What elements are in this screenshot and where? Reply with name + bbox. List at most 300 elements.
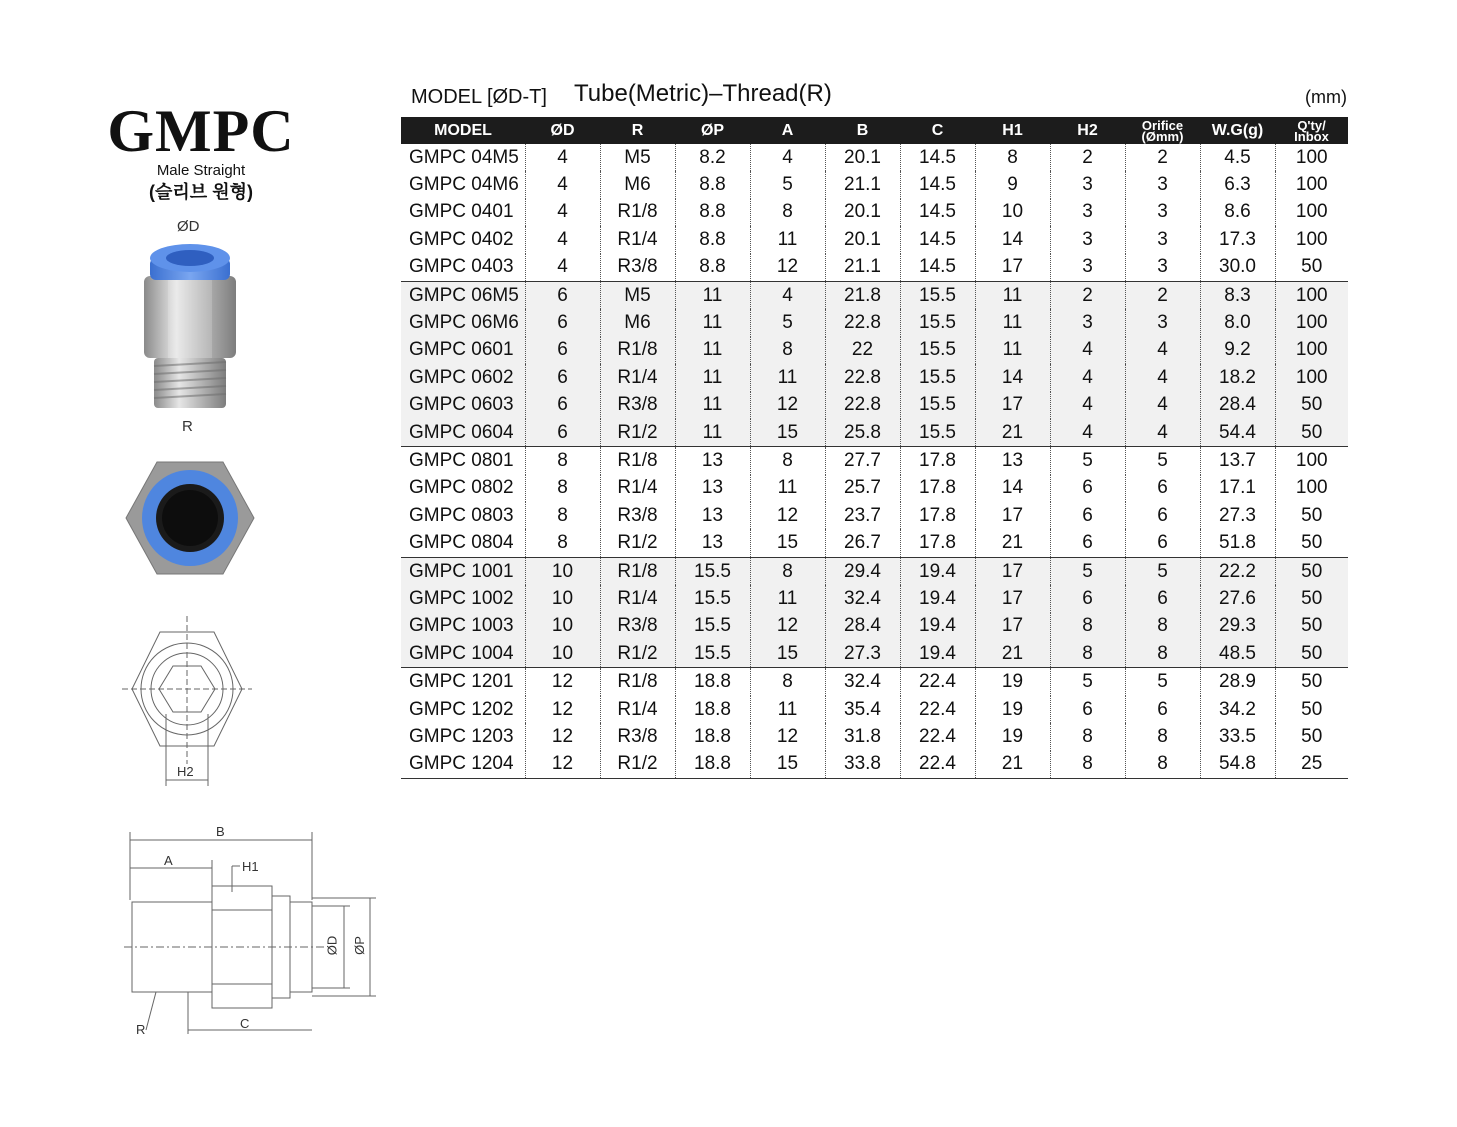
value-cell: 27.3 — [1200, 502, 1275, 529]
caption-model: MODEL [ØD-T] — [411, 86, 547, 108]
value-cell: 20.1 — [825, 226, 900, 253]
value-cell: 5 — [750, 171, 825, 198]
drawing-side-view — [124, 820, 386, 1040]
value-cell: 51.8 — [1200, 529, 1275, 557]
value-cell: 12 — [750, 254, 825, 282]
value-cell: 26.7 — [825, 529, 900, 557]
value-cell: 29.4 — [825, 557, 900, 585]
table-row — [401, 419, 1348, 447]
value-cell: 100 — [1275, 226, 1348, 253]
value-cell: 6 — [525, 337, 600, 364]
value-cell: 2 — [1050, 281, 1125, 309]
value-cell: 100 — [1275, 281, 1348, 309]
value-cell: 15.5 — [900, 392, 975, 419]
value-cell: 5 — [750, 309, 825, 336]
value-cell: 8 — [1125, 751, 1200, 779]
model-cell: GMPC 1204 — [401, 751, 525, 779]
value-cell: 17 — [975, 585, 1050, 612]
value-cell: 18.2 — [1200, 364, 1275, 391]
value-cell: 6 — [1125, 475, 1200, 502]
value-cell: 11 — [675, 337, 750, 364]
value-cell: 8 — [1125, 640, 1200, 668]
value-cell: 50 — [1275, 529, 1348, 557]
model-cell: GMPC 0804 — [401, 529, 525, 557]
table-row — [401, 640, 1348, 668]
value-cell: 22.4 — [900, 723, 975, 750]
value-cell: R1/4 — [600, 475, 675, 502]
value-cell: 6 — [1125, 696, 1200, 723]
value-cell: 4 — [525, 171, 600, 198]
value-cell: 12 — [750, 723, 825, 750]
value-cell: 13 — [675, 447, 750, 475]
value-cell: 34.2 — [1200, 696, 1275, 723]
value-cell: 22.4 — [900, 696, 975, 723]
value-cell: R1/2 — [600, 640, 675, 668]
model-cell: GMPC 0601 — [401, 337, 525, 364]
value-cell: 8 — [525, 447, 600, 475]
value-cell: 15 — [750, 529, 825, 557]
value-cell: R3/8 — [600, 723, 675, 750]
value-cell: 11 — [675, 364, 750, 391]
value-cell: 22.4 — [900, 751, 975, 779]
value-cell: 4 — [525, 226, 600, 253]
value-cell: 14 — [975, 364, 1050, 391]
value-cell: 2 — [1125, 144, 1200, 171]
value-cell: 14.5 — [900, 254, 975, 282]
value-cell: 3 — [1125, 199, 1200, 226]
value-cell: 28.4 — [825, 613, 900, 640]
column-header: W.G(g) — [1200, 117, 1275, 144]
value-cell: 25.8 — [825, 419, 900, 447]
value-cell: 48.5 — [1200, 640, 1275, 668]
value-cell: 19.4 — [900, 613, 975, 640]
value-cell: 8.3 — [1200, 281, 1275, 309]
value-cell: 100 — [1275, 199, 1348, 226]
value-cell: 6 — [1125, 502, 1200, 529]
value-cell: R1/2 — [600, 529, 675, 557]
value-cell: 19.4 — [900, 640, 975, 668]
value-cell: 12 — [750, 613, 825, 640]
value-cell: 17.1 — [1200, 475, 1275, 502]
value-cell: 8 — [750, 199, 825, 226]
drawing-label-od: ØD — [324, 935, 340, 956]
value-cell: 11 — [750, 475, 825, 502]
value-cell: 4 — [1125, 337, 1200, 364]
value-cell: 8 — [1050, 613, 1125, 640]
value-cell: 22.2 — [1200, 557, 1275, 585]
value-cell: 14.5 — [900, 226, 975, 253]
value-cell: 50 — [1275, 557, 1348, 585]
value-cell: 100 — [1275, 171, 1348, 198]
table-row — [401, 723, 1348, 750]
value-cell: 18.8 — [675, 696, 750, 723]
value-cell: 19.4 — [900, 585, 975, 612]
product-photo-front — [124, 460, 256, 576]
value-cell: 4 — [750, 281, 825, 309]
value-cell: 18.8 — [675, 723, 750, 750]
value-cell: 54.8 — [1200, 751, 1275, 779]
value-cell: 15.5 — [900, 281, 975, 309]
value-cell: 14 — [975, 226, 1050, 253]
value-cell: 21 — [975, 529, 1050, 557]
table-row — [401, 281, 1348, 309]
value-cell: 8 — [975, 144, 1050, 171]
value-cell: 17 — [975, 254, 1050, 282]
value-cell: R1/4 — [600, 226, 675, 253]
value-cell: 13.7 — [1200, 447, 1275, 475]
table-row — [401, 226, 1348, 253]
value-cell: 100 — [1275, 475, 1348, 502]
value-cell: R1/4 — [600, 585, 675, 612]
value-cell: 6 — [1050, 585, 1125, 612]
value-cell: 6 — [1125, 585, 1200, 612]
value-cell: 15 — [750, 640, 825, 668]
value-cell: R1/2 — [600, 419, 675, 447]
value-cell: 6.3 — [1200, 171, 1275, 198]
value-cell: 3 — [1125, 309, 1200, 336]
value-cell: 8.8 — [675, 254, 750, 282]
column-header: H2 — [1050, 117, 1125, 144]
drawing-label-op: ØP — [351, 936, 367, 955]
value-cell: R1/8 — [600, 337, 675, 364]
value-cell: 4 — [525, 254, 600, 282]
column-header: ØD — [525, 117, 600, 144]
value-cell: 17.8 — [900, 502, 975, 529]
model-cell: GMPC 06M6 — [401, 309, 525, 336]
value-cell: 11 — [975, 309, 1050, 336]
value-cell: 4 — [525, 144, 600, 171]
value-cell: 4.5 — [1200, 144, 1275, 171]
model-cell: GMPC 06M5 — [401, 281, 525, 309]
value-cell: 14.5 — [900, 199, 975, 226]
value-cell: 3 — [1125, 254, 1200, 282]
table-row — [401, 309, 1348, 336]
value-cell: 50 — [1275, 696, 1348, 723]
value-cell: 17 — [975, 392, 1050, 419]
value-cell: 8.8 — [675, 171, 750, 198]
drawing-label-a: A — [164, 853, 173, 868]
drawing-label-r: R — [136, 1022, 146, 1037]
value-cell: 5 — [1050, 668, 1125, 696]
value-cell: 15 — [750, 751, 825, 779]
value-cell: 5 — [1125, 447, 1200, 475]
model-cell: GMPC 0802 — [401, 475, 525, 502]
value-cell: 4 — [1125, 419, 1200, 447]
value-cell: 4 — [1050, 337, 1125, 364]
value-cell: 27.7 — [825, 447, 900, 475]
value-cell: 17 — [975, 502, 1050, 529]
value-cell: 5 — [1125, 668, 1200, 696]
value-cell: 8 — [1050, 751, 1125, 779]
value-cell: 15 — [750, 419, 825, 447]
table-row — [401, 171, 1348, 198]
value-cell: 14 — [975, 475, 1050, 502]
value-cell: 6 — [525, 364, 600, 391]
table-row — [401, 199, 1348, 226]
value-cell: 14.5 — [900, 144, 975, 171]
model-cell: GMPC 0603 — [401, 392, 525, 419]
value-cell: 11 — [975, 337, 1050, 364]
value-cell: 10 — [525, 613, 600, 640]
value-cell: 23.7 — [825, 502, 900, 529]
value-cell: 17.8 — [900, 475, 975, 502]
value-cell: R3/8 — [600, 254, 675, 282]
value-cell: R3/8 — [600, 502, 675, 529]
table-row — [401, 613, 1348, 640]
value-cell: 25.7 — [825, 475, 900, 502]
value-cell: 5 — [1050, 447, 1125, 475]
value-cell: 35.4 — [825, 696, 900, 723]
column-header: C — [900, 117, 975, 144]
value-cell: 10 — [525, 585, 600, 612]
value-cell: 15.5 — [900, 419, 975, 447]
value-cell: 10 — [975, 199, 1050, 226]
model-cell: GMPC 1203 — [401, 723, 525, 750]
value-cell: 50 — [1275, 419, 1348, 447]
value-cell: 22.4 — [900, 668, 975, 696]
value-cell: 6 — [525, 281, 600, 309]
value-cell: 32.4 — [825, 668, 900, 696]
value-cell: 29.3 — [1200, 613, 1275, 640]
table-header-row — [401, 117, 1348, 144]
value-cell: 12 — [750, 392, 825, 419]
value-cell: 6 — [1125, 529, 1200, 557]
model-cell: GMPC 1202 — [401, 696, 525, 723]
value-cell: 6 — [525, 309, 600, 336]
column-header: Orifice (Ømm) — [1125, 117, 1200, 144]
value-cell: 6 — [1050, 696, 1125, 723]
value-cell: 8 — [1050, 723, 1125, 750]
value-cell: 4 — [1125, 364, 1200, 391]
value-cell: 8 — [1050, 640, 1125, 668]
value-cell: 18.8 — [675, 751, 750, 779]
value-cell: 27.3 — [825, 640, 900, 668]
value-cell: 17.8 — [900, 447, 975, 475]
value-cell: 20.1 — [825, 144, 900, 171]
value-cell: 8 — [1125, 723, 1200, 750]
value-cell: 13 — [675, 529, 750, 557]
value-cell: 33.5 — [1200, 723, 1275, 750]
value-cell: 4 — [1050, 392, 1125, 419]
value-cell: 12 — [525, 696, 600, 723]
value-cell: 19 — [975, 696, 1050, 723]
value-cell: 3 — [1050, 171, 1125, 198]
value-cell: R1/4 — [600, 696, 675, 723]
value-cell: 30.0 — [1200, 254, 1275, 282]
value-cell: 8 — [525, 502, 600, 529]
value-cell: 17 — [975, 557, 1050, 585]
product-name-korean: (슬리브 원형) — [149, 182, 253, 202]
value-cell: 31.8 — [825, 723, 900, 750]
value-cell: 19 — [975, 723, 1050, 750]
value-cell: 5 — [1125, 557, 1200, 585]
product-name: Male Straight — [156, 162, 246, 179]
value-cell: 50 — [1275, 613, 1348, 640]
value-cell: 15.5 — [900, 309, 975, 336]
spec-table — [401, 117, 1348, 779]
product-model: GMPC — [107, 98, 295, 164]
table-row — [401, 144, 1348, 171]
value-cell: 21 — [975, 419, 1050, 447]
model-cell: GMPC 0801 — [401, 447, 525, 475]
model-cell: GMPC 0602 — [401, 364, 525, 391]
value-cell: 15.5 — [675, 557, 750, 585]
value-cell: R1/8 — [600, 557, 675, 585]
value-cell: 21 — [975, 751, 1050, 779]
value-cell: 11 — [750, 226, 825, 253]
model-cell: GMPC 1003 — [401, 613, 525, 640]
value-cell: 50 — [1275, 254, 1348, 282]
value-cell: 22.8 — [825, 392, 900, 419]
value-cell: 8.8 — [675, 199, 750, 226]
column-header: MODEL — [401, 117, 525, 144]
value-cell: R3/8 — [600, 392, 675, 419]
value-cell: 8.0 — [1200, 309, 1275, 336]
value-cell: R3/8 — [600, 613, 675, 640]
table-body — [401, 144, 1348, 778]
value-cell: R1/8 — [600, 447, 675, 475]
table-row — [401, 392, 1348, 419]
value-cell: 8 — [525, 475, 600, 502]
value-cell: 21 — [975, 640, 1050, 668]
column-header: H1 — [975, 117, 1050, 144]
value-cell: 19.4 — [900, 557, 975, 585]
value-cell: 50 — [1275, 723, 1348, 750]
value-cell: 33.8 — [825, 751, 900, 779]
value-cell: 15.5 — [675, 640, 750, 668]
value-cell: 15.5 — [675, 585, 750, 612]
model-cell: GMPC 0403 — [401, 254, 525, 282]
drawing-label-h1: H1 — [242, 859, 259, 874]
value-cell: 20.1 — [825, 199, 900, 226]
value-cell: 50 — [1275, 502, 1348, 529]
value-cell: 11 — [675, 281, 750, 309]
caption-type: Tube(Metric)–Thread(R) — [574, 80, 832, 107]
value-cell: M6 — [600, 171, 675, 198]
value-cell: 8 — [525, 529, 600, 557]
value-cell: M6 — [600, 309, 675, 336]
model-cell: GMPC 1004 — [401, 640, 525, 668]
value-cell: 8.8 — [675, 226, 750, 253]
value-cell: 13 — [975, 447, 1050, 475]
model-cell: GMPC 04M5 — [401, 144, 525, 171]
table-row — [401, 502, 1348, 529]
value-cell: 12 — [525, 751, 600, 779]
value-cell: 21.1 — [825, 171, 900, 198]
value-cell: 10 — [525, 557, 600, 585]
table-row — [401, 557, 1348, 585]
table-row — [401, 585, 1348, 612]
value-cell: 100 — [1275, 364, 1348, 391]
value-cell: M5 — [600, 144, 675, 171]
value-cell: 6 — [1050, 529, 1125, 557]
table-row — [401, 447, 1348, 475]
value-cell: 11 — [750, 696, 825, 723]
value-cell: 21.8 — [825, 281, 900, 309]
value-cell: 4 — [750, 144, 825, 171]
value-cell: 8 — [750, 447, 825, 475]
column-header: A — [750, 117, 825, 144]
value-cell: 11 — [675, 392, 750, 419]
value-cell: 8 — [750, 337, 825, 364]
value-cell: 9.2 — [1200, 337, 1275, 364]
value-cell: 100 — [1275, 337, 1348, 364]
value-cell: 8.6 — [1200, 199, 1275, 226]
value-cell: 2 — [1050, 144, 1125, 171]
value-cell: 17.3 — [1200, 226, 1275, 253]
value-cell: 15.5 — [675, 613, 750, 640]
value-cell: 14.5 — [900, 171, 975, 198]
model-cell: GMPC 1201 — [401, 668, 525, 696]
table-row — [401, 529, 1348, 557]
column-header: Q'ty/ Inbox — [1275, 117, 1348, 144]
table-row — [401, 254, 1348, 282]
value-cell: 15.5 — [900, 337, 975, 364]
table-row — [401, 668, 1348, 696]
value-cell: 8.2 — [675, 144, 750, 171]
column-header: R — [600, 117, 675, 144]
model-cell: GMPC 1001 — [401, 557, 525, 585]
value-cell: 3 — [1125, 171, 1200, 198]
value-cell: 5 — [1050, 557, 1125, 585]
model-cell: GMPC 0604 — [401, 419, 525, 447]
value-cell: 9 — [975, 171, 1050, 198]
value-cell: 8 — [750, 557, 825, 585]
value-cell: 3 — [1050, 254, 1125, 282]
value-cell: 4 — [525, 199, 600, 226]
drawing-label-b: B — [216, 824, 225, 839]
drawing-label-h2: H2 — [177, 764, 194, 779]
value-cell: 8 — [1125, 613, 1200, 640]
value-cell: 11 — [675, 419, 750, 447]
value-cell: 54.4 — [1200, 419, 1275, 447]
photo-label-od: ØD — [177, 218, 200, 235]
value-cell: 12 — [525, 668, 600, 696]
table-caption — [411, 80, 1347, 110]
product-heading — [96, 100, 306, 204]
value-cell: 6 — [1050, 502, 1125, 529]
value-cell: 19 — [975, 668, 1050, 696]
value-cell: 3 — [1050, 226, 1125, 253]
value-cell: R1/4 — [600, 364, 675, 391]
value-cell: 13 — [675, 475, 750, 502]
value-cell: 17 — [975, 613, 1050, 640]
value-cell: 18.8 — [675, 668, 750, 696]
value-cell: 8 — [750, 668, 825, 696]
model-cell: GMPC 0803 — [401, 502, 525, 529]
value-cell: 100 — [1275, 447, 1348, 475]
value-cell: 25 — [1275, 751, 1348, 779]
table-row — [401, 696, 1348, 723]
value-cell: 6 — [525, 419, 600, 447]
value-cell: 3 — [1125, 226, 1200, 253]
value-cell: R1/2 — [600, 751, 675, 779]
value-cell: 28.4 — [1200, 392, 1275, 419]
value-cell: 17.8 — [900, 529, 975, 557]
value-cell: 50 — [1275, 585, 1348, 612]
value-cell: 3 — [1050, 309, 1125, 336]
value-cell: 4 — [1050, 419, 1125, 447]
model-cell: GMPC 0402 — [401, 226, 525, 253]
value-cell: 10 — [525, 640, 600, 668]
photo-label-r: R — [182, 418, 193, 435]
value-cell: 32.4 — [825, 585, 900, 612]
value-cell: 6 — [525, 392, 600, 419]
model-cell: GMPC 04M6 — [401, 171, 525, 198]
column-header: ØP — [675, 117, 750, 144]
value-cell: 11 — [975, 281, 1050, 309]
table-row — [401, 751, 1348, 779]
